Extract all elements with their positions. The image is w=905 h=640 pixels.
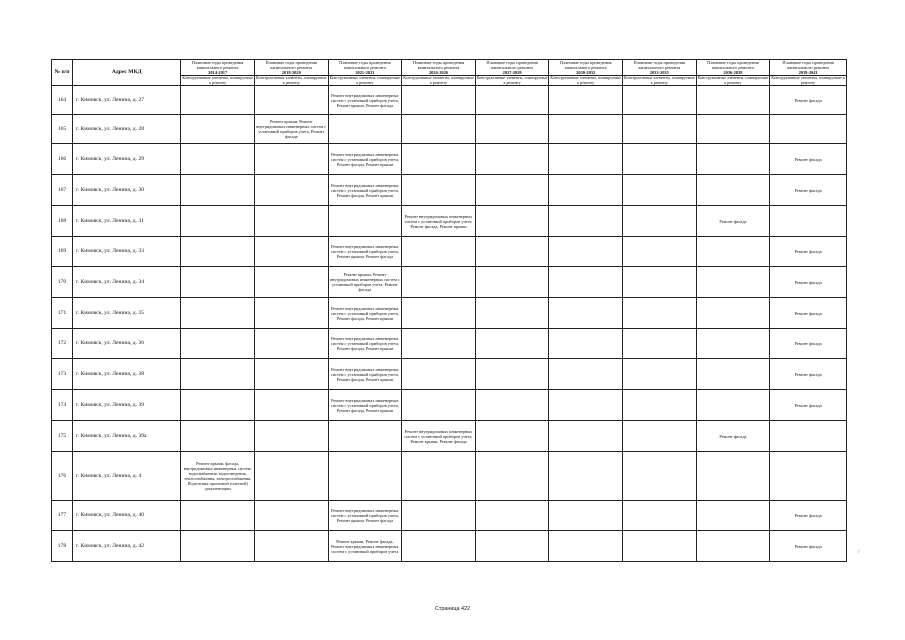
repair-cell bbox=[181, 144, 255, 175]
repair-cell bbox=[402, 144, 476, 175]
repair-cell bbox=[475, 390, 549, 421]
repair-cell bbox=[254, 452, 328, 501]
column-header-period bbox=[696, 60, 770, 76]
repair-cell bbox=[475, 329, 549, 359]
period-years: 2018-2020 bbox=[281, 70, 301, 75]
repair-cell bbox=[623, 390, 697, 421]
repair-cell: Ремонт крыши, фасада, внутридомовых инженерных систем: водоснабжения, водоотведения, теплоснабжения, электроснабжения. Подготовка проектной (сметной) документации bbox=[181, 452, 255, 501]
table-row bbox=[52, 359, 847, 390]
row-number: 168 bbox=[52, 206, 73, 237]
header-row-periods bbox=[52, 60, 847, 76]
repair-schedule-table bbox=[51, 59, 847, 562]
repair-cell bbox=[254, 267, 328, 298]
period-years: 2021-2023 bbox=[355, 70, 375, 75]
table-row bbox=[52, 206, 847, 237]
repair-cell bbox=[181, 206, 255, 237]
row-number: 166 bbox=[52, 144, 73, 175]
row-address: г. Кимовск, ул. Ленина, д. 42 bbox=[73, 531, 181, 562]
repair-cell bbox=[549, 237, 623, 267]
repair-cell bbox=[254, 298, 328, 329]
repair-cell bbox=[549, 501, 623, 531]
table-row bbox=[52, 531, 847, 562]
row-number: 170 bbox=[52, 267, 73, 298]
period-years: 2036-2038 bbox=[723, 70, 743, 75]
repair-cell bbox=[402, 531, 476, 562]
repair-cell bbox=[770, 115, 847, 144]
repair-cell bbox=[623, 329, 697, 359]
repair-cell: Ремонт внутридомовых инженерных систем с установкой приборов учета, Ремонт фасада, Ремонт крыши bbox=[328, 144, 402, 175]
repair-cell bbox=[623, 144, 697, 175]
repair-cell bbox=[254, 501, 328, 531]
repair-cell bbox=[549, 359, 623, 390]
period-title: Плановые годы проведения капитального ремонта bbox=[265, 60, 318, 70]
row-number: 169 bbox=[52, 237, 73, 267]
period-title: Плановые годы проведения капитального ремонта bbox=[412, 60, 465, 70]
repair-cell bbox=[475, 298, 549, 329]
row-address: г. Кимовск, ул. Ленина, д. 33 bbox=[73, 237, 181, 267]
repair-cell bbox=[402, 115, 476, 144]
repair-cell bbox=[696, 531, 770, 562]
repair-cell bbox=[475, 501, 549, 531]
repair-cell: Ремонт фасада bbox=[696, 206, 770, 237]
period-years: 2014-2017 bbox=[208, 70, 228, 75]
repair-cell bbox=[623, 115, 697, 144]
row-number: 177 bbox=[52, 501, 73, 531]
repair-cell bbox=[402, 175, 476, 206]
row-address: г. Кимовск, ул. Ленина, д. 40 bbox=[73, 501, 181, 531]
repair-cell: Ремонт фасада bbox=[770, 175, 847, 206]
repair-cell: Ремонт фасада bbox=[770, 267, 847, 298]
table-row bbox=[52, 175, 847, 206]
table-row bbox=[52, 421, 847, 452]
repair-cell bbox=[623, 298, 697, 329]
row-address: г. Кимовск, ул. Ленина, д. 28 bbox=[73, 115, 181, 144]
row-address: г. Кимовск, ул. Ленина, д. 36 bbox=[73, 329, 181, 359]
period-title: Плановые годы проведения капитального ремонта bbox=[707, 60, 759, 70]
repair-cell: Ремонт внутридомовых инженерных систем с установкой приборов учета, Ремонт фасада, Ремонт крыши bbox=[328, 390, 402, 421]
repair-cell bbox=[475, 359, 549, 390]
repair-cell: Ремонт внутридомовых инженерных систем с установкой приборов учета, Ремонт фасада, Ремонт крыши bbox=[328, 329, 402, 359]
column-subheader-elements: Конструктивные элементы, планируемые к ремонту bbox=[329, 75, 401, 85]
repair-cell bbox=[254, 329, 328, 359]
repair-cell bbox=[549, 175, 623, 206]
column-header-address: Адрес МКД bbox=[73, 60, 181, 86]
repair-cell bbox=[475, 237, 549, 267]
repair-cell bbox=[696, 501, 770, 531]
period-years: 2024-2026 bbox=[428, 70, 448, 75]
repair-cell bbox=[328, 206, 402, 237]
repair-cell bbox=[549, 421, 623, 452]
row-number: 164 bbox=[52, 86, 73, 115]
column-header-period bbox=[549, 60, 623, 76]
repair-cell bbox=[181, 359, 255, 390]
table-row bbox=[52, 267, 847, 298]
column-header-period bbox=[402, 60, 476, 76]
repair-cell: Ремонт фасада bbox=[770, 86, 847, 115]
row-number: 175 bbox=[52, 421, 73, 452]
repair-cell bbox=[181, 237, 255, 267]
row-address: г. Кимовск, ул. Ленина, д. 30 bbox=[73, 175, 181, 206]
column-subheader-elements: Конструктивные элементы, планируемые к ремонту bbox=[771, 75, 845, 85]
row-address: г. Кимовск, ул. Ленина, д. 34 bbox=[73, 267, 181, 298]
repair-cell bbox=[696, 237, 770, 267]
repair-cell bbox=[696, 115, 770, 144]
row-number: 178 bbox=[52, 531, 73, 562]
row-address: г. Кимовск, ул. Ленина, д. 31 bbox=[73, 206, 181, 237]
repair-cell bbox=[254, 144, 328, 175]
repair-cell bbox=[475, 421, 549, 452]
period-title: Плановые годы проведения капитального ремонта bbox=[782, 60, 834, 70]
period-title: Плановые годы проведения капитального ремонта bbox=[339, 60, 391, 70]
period-title: Плановые годы проведения капитального ремонта bbox=[559, 60, 612, 70]
repair-cell: Ремонт внутридомовых инженерных систем с установкой приборов учета, Ремонт фасада, Ремонт крыши bbox=[328, 298, 402, 329]
column-header-period bbox=[254, 60, 328, 76]
repair-cell bbox=[696, 452, 770, 501]
table-row bbox=[52, 86, 847, 115]
repair-cell: Ремонт внутридомовых инженерных систем с установкой приборов учета, Ремонт крыши, Ремонт фасада bbox=[328, 501, 402, 531]
repair-cell bbox=[475, 144, 549, 175]
row-number: 176 bbox=[52, 452, 73, 501]
repair-cell bbox=[623, 359, 697, 390]
repair-cell bbox=[623, 501, 697, 531]
repair-cell bbox=[623, 237, 697, 267]
repair-cell bbox=[475, 86, 549, 115]
repair-cell: Ремонт внутридомовых инженерных систем с установкой приборов учета, Ремонт фасада, Ремонт крыши bbox=[328, 175, 402, 206]
repair-cell bbox=[254, 531, 328, 562]
repair-cell bbox=[696, 298, 770, 329]
row-number: 173 bbox=[52, 359, 73, 390]
repair-cell: Ремонт крыши, Ремонт фасада, Ремонт внутридомовых инженерных систем с установкой приборов учета bbox=[328, 531, 402, 562]
repair-cell bbox=[475, 115, 549, 144]
repair-cell bbox=[402, 501, 476, 531]
repair-cell bbox=[623, 206, 697, 237]
repair-cell bbox=[328, 115, 402, 144]
repair-cell: Ремонт фасада bbox=[770, 531, 847, 562]
repair-cell: Ремонт внутридомовых инженерных систем с установкой приборов учета, Ремонт фасада, Ремонт крыши bbox=[402, 206, 476, 237]
repair-cell bbox=[623, 531, 697, 562]
repair-cell bbox=[696, 359, 770, 390]
repair-cell bbox=[328, 452, 402, 501]
repair-cell bbox=[181, 267, 255, 298]
row-address: г. Кимовск, ул. Ленина, д. 29 bbox=[73, 144, 181, 175]
repair-cell bbox=[181, 421, 255, 452]
repair-cell bbox=[475, 452, 549, 501]
repair-cell bbox=[770, 421, 847, 452]
row-address: г. Кимовск, ул. Ленина, д. 4 bbox=[73, 452, 181, 501]
repair-cell bbox=[254, 421, 328, 452]
period-years: 2030-2032 bbox=[576, 70, 596, 75]
repair-cell: Ремонт фасада bbox=[770, 359, 847, 390]
repair-cell: Ремонт фасада bbox=[770, 144, 847, 175]
repair-cell: Ремонт фасада bbox=[770, 298, 847, 329]
repair-cell bbox=[181, 86, 255, 115]
repair-cell bbox=[254, 175, 328, 206]
repair-cell bbox=[623, 421, 697, 452]
repair-cell bbox=[181, 329, 255, 359]
table-row bbox=[52, 390, 847, 421]
period-years: 2027-2029 bbox=[502, 70, 522, 75]
repair-cell bbox=[181, 115, 255, 144]
repair-cell bbox=[181, 175, 255, 206]
repair-cell: Ремонт внутридомовых инженерных систем с установкой приборов учета, Ремонт крыши, Ремонт фасада bbox=[328, 86, 402, 115]
repair-cell bbox=[402, 329, 476, 359]
repair-cell bbox=[549, 298, 623, 329]
row-address: г. Кимовск, ул. Ленина, д. 38 bbox=[73, 359, 181, 390]
row-address: г. Кимовск, ул. Ленина, д. 39 bbox=[73, 390, 181, 421]
repair-cell bbox=[770, 452, 847, 501]
repair-cell bbox=[549, 206, 623, 237]
repair-cell bbox=[549, 390, 623, 421]
column-subheader-elements: Конструктивные элементы, планируемые к ремонту bbox=[403, 75, 474, 85]
row-number: 167 bbox=[52, 175, 73, 206]
table-row bbox=[52, 144, 847, 175]
repair-cell bbox=[475, 206, 549, 237]
repair-cell bbox=[623, 86, 697, 115]
column-subheader-elements: Конструктивные элементы, планируемые к ремонту bbox=[476, 75, 548, 85]
repair-cell: Ремонт крыши, Ремонт внутридомовых инженерных систем с установкой приборов учета, Ремонт фасада bbox=[328, 267, 402, 298]
repair-cell bbox=[181, 531, 255, 562]
repair-cell bbox=[696, 86, 770, 115]
repair-cell: Ремонт фасада bbox=[770, 501, 847, 531]
repair-cell bbox=[402, 359, 476, 390]
repair-cell bbox=[696, 329, 770, 359]
repair-cell bbox=[549, 144, 623, 175]
repair-cell bbox=[181, 501, 255, 531]
repair-cell bbox=[475, 267, 549, 298]
table-row bbox=[52, 501, 847, 531]
repair-cell bbox=[549, 531, 623, 562]
column-subheader-elements: Конструктивные элементы, планируемые к ремонту bbox=[550, 75, 621, 85]
repair-cell bbox=[402, 390, 476, 421]
row-number: 171 bbox=[52, 298, 73, 329]
repair-cell bbox=[549, 86, 623, 115]
repair-cell bbox=[696, 267, 770, 298]
row-number: 165 bbox=[52, 115, 73, 144]
column-subheader-elements: Конструктивные элементы, планируемые к ремонту bbox=[255, 75, 327, 85]
repair-cell bbox=[254, 359, 328, 390]
table-body bbox=[52, 86, 847, 562]
repair-cell bbox=[181, 390, 255, 421]
repair-cell: Ремонт внутридомовых инженерных систем с установкой приборов учета, Ремонт крыши, Ремонт фасада bbox=[402, 421, 476, 452]
period-title: Плановые годы проведения капитального ремонта bbox=[486, 60, 538, 70]
column-header-num: № п/п bbox=[52, 60, 73, 86]
repair-cell bbox=[549, 115, 623, 144]
column-header-period bbox=[770, 60, 847, 76]
repair-cell bbox=[328, 421, 402, 452]
repair-cell bbox=[254, 86, 328, 115]
table-row bbox=[52, 298, 847, 329]
repair-cell bbox=[402, 298, 476, 329]
page-number: Страница 422 bbox=[435, 606, 470, 612]
repair-cell: Ремонт фасада bbox=[696, 421, 770, 452]
repair-cell bbox=[181, 298, 255, 329]
period-years: 2033-2035 bbox=[649, 70, 669, 75]
repair-cell bbox=[623, 267, 697, 298]
repair-cell bbox=[402, 452, 476, 501]
table-row bbox=[52, 452, 847, 501]
repair-cell: Ремонт крыши, Ремонт внутридомовых инженерных систем с установкой приборов учета, Ремонт фасада bbox=[254, 115, 328, 144]
table-row bbox=[52, 237, 847, 267]
column-subheader-elements: Конструктивные элементы, планируемые к ремонту bbox=[624, 75, 695, 85]
column-header-period bbox=[475, 60, 549, 76]
period-years: 2039-2041 bbox=[798, 70, 818, 75]
row-number: 172 bbox=[52, 329, 73, 359]
column-header-period bbox=[328, 60, 402, 76]
repair-cell: Ремонт фасада bbox=[770, 390, 847, 421]
repair-cell bbox=[770, 206, 847, 237]
repair-cell bbox=[623, 175, 697, 206]
column-subheader-elements: Конструктивные элементы, планируемые к ремонту bbox=[697, 75, 769, 85]
repair-cell: Ремонт фасада bbox=[770, 329, 847, 359]
repair-cell bbox=[475, 531, 549, 562]
period-title: Плановые годы проведения капитального ремонта bbox=[191, 60, 244, 70]
table-row bbox=[52, 329, 847, 359]
repair-cell bbox=[402, 86, 476, 115]
row-address: г. Кимовск, ул. Ленина, д. 27 bbox=[73, 86, 181, 115]
period-title: Плановые годы проведения капитального ремонта bbox=[633, 60, 686, 70]
repair-cell bbox=[696, 175, 770, 206]
margin-mark: / bbox=[858, 549, 860, 555]
repair-cell bbox=[549, 452, 623, 501]
document-sheet bbox=[51, 59, 847, 562]
repair-cell bbox=[402, 267, 476, 298]
repair-cell bbox=[696, 390, 770, 421]
repair-cell: Ремонт фасада bbox=[770, 237, 847, 267]
repair-cell bbox=[549, 329, 623, 359]
repair-cell bbox=[549, 267, 623, 298]
column-subheader-elements: Конструктивные элементы, планируемые к ремонту bbox=[182, 75, 253, 85]
table-row bbox=[52, 115, 847, 144]
row-address: г. Кимовск, ул. Ленина, д. 39а bbox=[73, 421, 181, 452]
repair-cell bbox=[254, 206, 328, 237]
repair-cell: Ремонт внутридомовых инженерных систем с установкой приборов учета, Ремонт фасада, Ремонт крыши bbox=[328, 359, 402, 390]
column-header-period bbox=[623, 60, 697, 76]
repair-cell bbox=[623, 452, 697, 501]
repair-cell bbox=[696, 144, 770, 175]
row-address: г. Кимовск, ул. Ленина, д. 35 bbox=[73, 298, 181, 329]
row-number: 174 bbox=[52, 390, 73, 421]
repair-cell bbox=[254, 237, 328, 267]
repair-cell: Ремонт внутридомовых инженерных систем с установкой приборов учета, Ремонт крыши, Ремонт фасада bbox=[328, 237, 402, 267]
repair-cell bbox=[475, 175, 549, 206]
table-header bbox=[52, 60, 847, 86]
repair-cell bbox=[402, 237, 476, 267]
repair-cell bbox=[254, 390, 328, 421]
column-header-period bbox=[181, 60, 255, 76]
